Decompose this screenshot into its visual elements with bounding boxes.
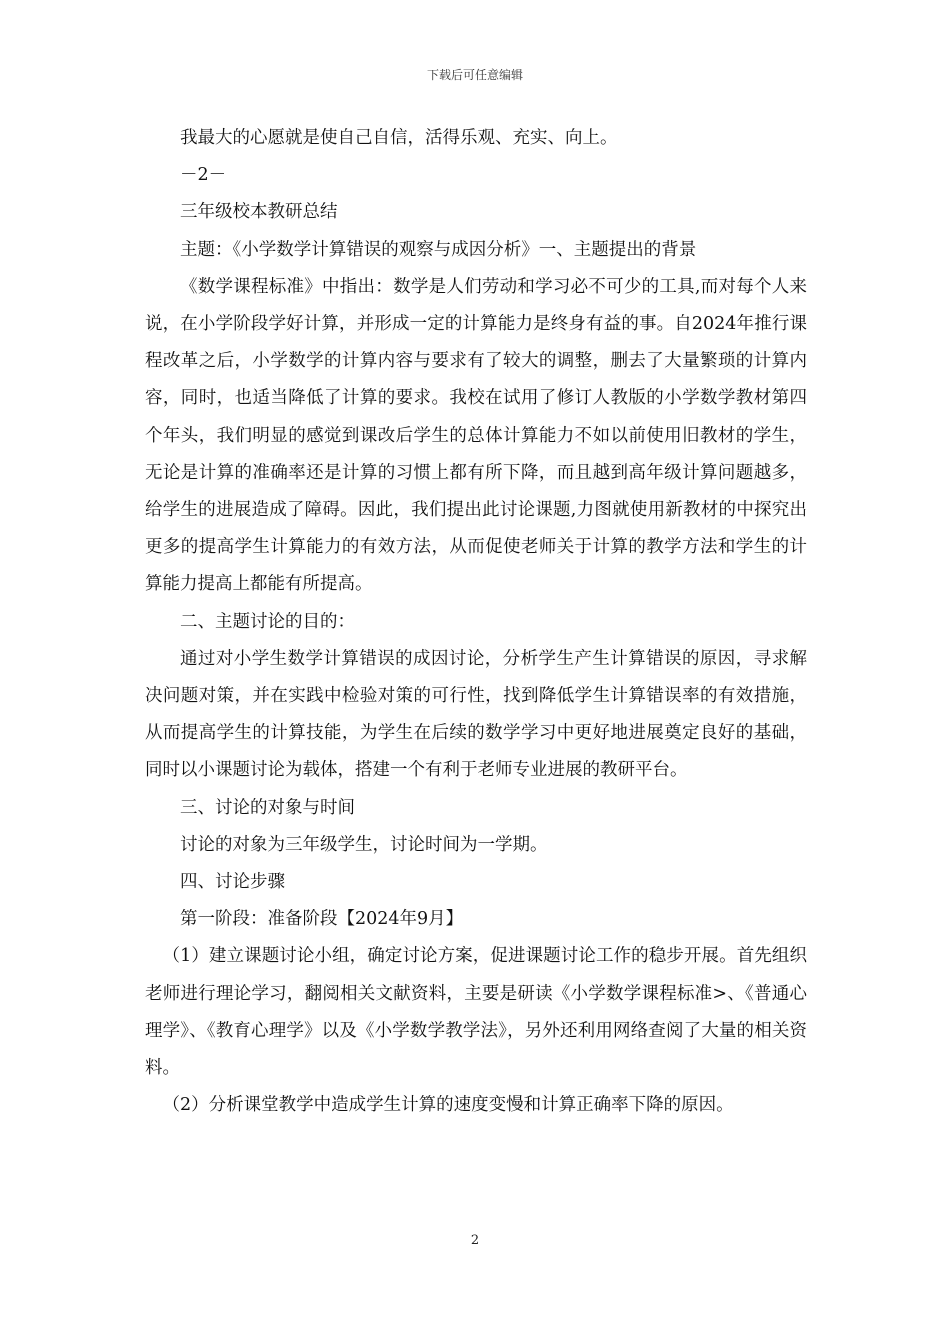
page-header: 下载后可任意编辑: [426, 68, 523, 82]
section-heading-purpose: 二、主题讨论的目的：: [180, 611, 355, 632]
stage-heading: 第一阶段：准备阶段【2024年9月】: [180, 909, 464, 930]
paragraph: 我最大的心愿就是使自己自信，活得乐观、充实、向上。: [180, 128, 618, 148]
list-item-2: （2）分析课堂教学中造成学生计算的速度变慢和计算正确率下降的原因。: [162, 1095, 734, 1116]
paragraph-purpose: 通过对小学生数学计算错误的成因讨论，分析学生产生计算错误的原因，寻求解决问题对策，并在实践中检验对策的可行性，找到降低学生计算错误率的有效措施，从而提高学生的计算技能，为学生在后续的数学学习中更好地进展奠定良好的基础，同时以小课题讨论为载体，搭建一个有利于老师专业进展的教研平台。: [145, 648, 807, 781]
theme-line: 主题：《小学数学计算错误的观察与成因分析》一、主题提出的背景: [180, 239, 697, 260]
page-number: 2: [470, 1233, 480, 1248]
page-marker: －2－: [180, 165, 227, 186]
section-heading-steps: 四、讨论步骤: [180, 872, 285, 893]
document-title: 三年级校本教研总结: [180, 202, 338, 223]
paragraph-subjects: 讨论的对象为三年级学生，讨论时间为一学期。: [180, 834, 548, 855]
section-heading-subjects: 三、讨论的对象与时间: [180, 797, 355, 818]
document-body: [145, 120, 807, 1124]
list-item-1: （1）建立课题讨论小组，确定讨论方案，促进课题讨论工作的稳步开展。首先组织老师进行理论学习，翻阅相关文献资料，主要是研读《小学数学课程标准>、《普通心理学》、《教育心理学》以及《小学数学教学法》，另外还利用网络查阅了大量的相关资料。: [145, 946, 807, 1079]
paragraph-background: 《数学课程标准》中指出：数学是人们劳动和学习必不可少的工具,而对每个人来说，在小学阶段学好计算，并形成一定的计算能力是终身有益的事。自2024年推行课程改革之后，小学数学的计算内容与要求有了较大的调整，删去了大量繁琐的计算内容，同时，也适当降低了计算的要求。我校在试用了修订人教版的小学数学教材第四个年头，我们明显的感觉到课改后学生的总体计算能力不如以前使用旧教材的学生，无论是计算的准确率还是计算的习惯上都有所下降，而且越到高年级计算问题越多，给学生的进展造成了障碍。因此，我们提出此讨论课题,力图就使用新教材的中探究出更多的提高学生计算能力的有效方法，从而促使老师关于计算的教学方法和学生的计算能力提高上都能有所提高。: [145, 276, 807, 595]
